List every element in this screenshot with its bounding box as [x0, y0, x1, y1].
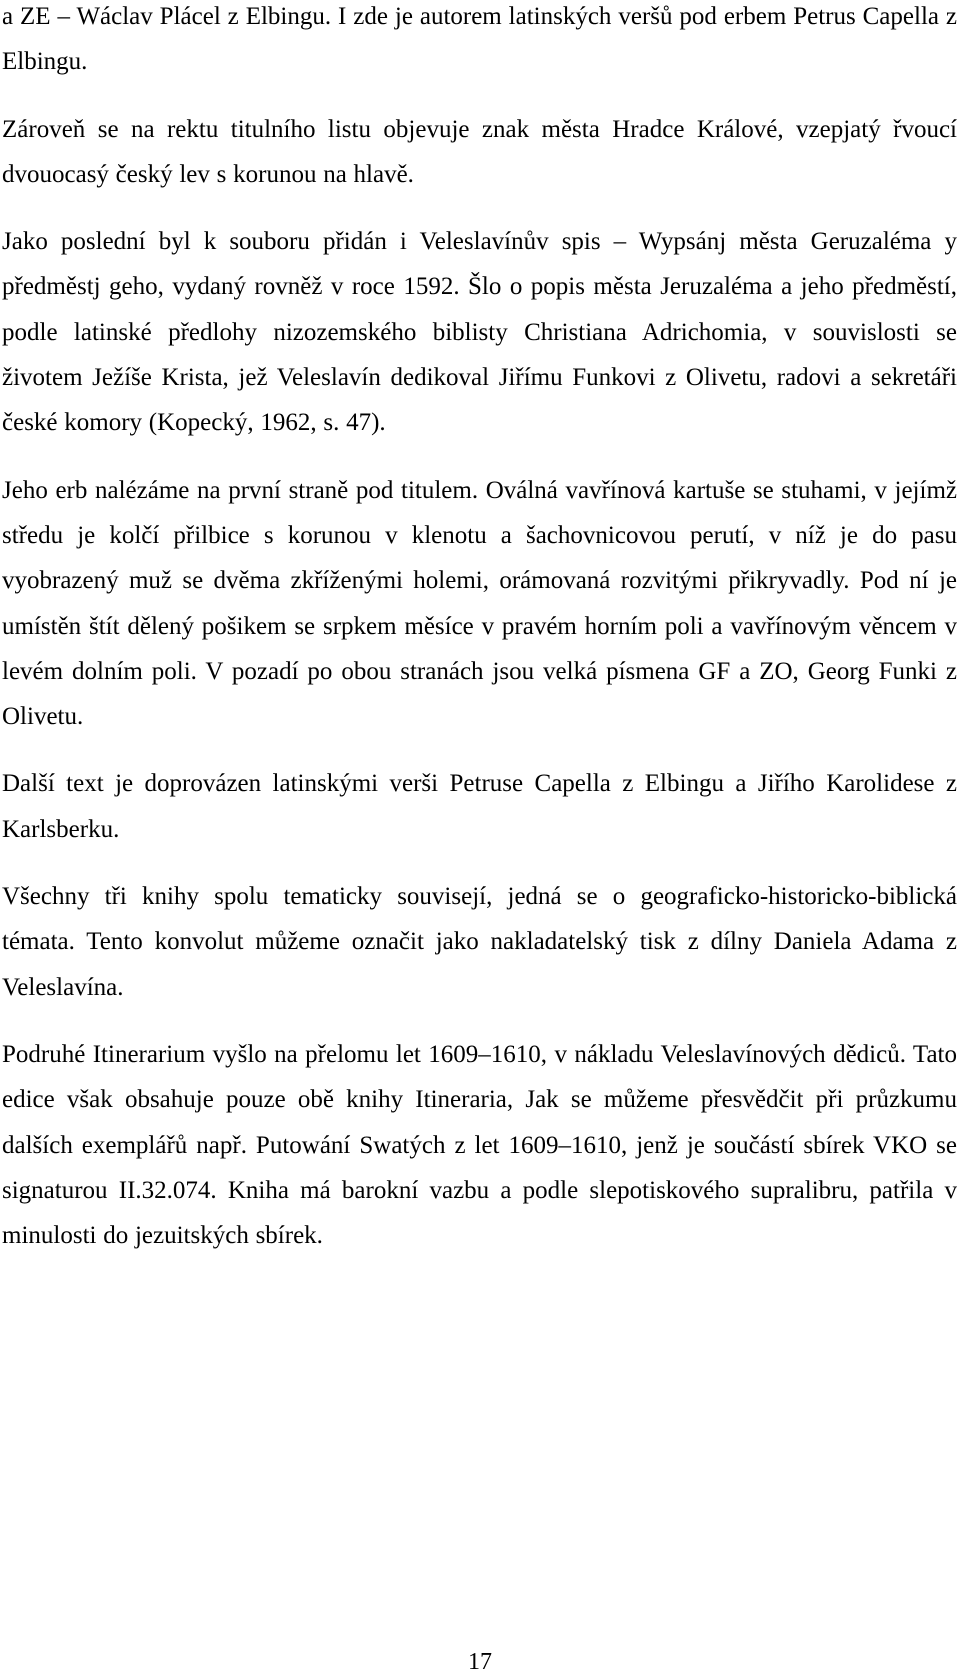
paragraph-1: a ZE – Wáclav Plácel z Elbingu. I zde je autorem latinských veršů pod erbem Petrus Capella z Elbingu.	[2, 3, 957, 76]
paragraph-5: Další text je doprovázen latinskými verši Petruse Capella z Elbingu a Jiřího Karolidese z Karlsberku.	[2, 770, 957, 843]
page-number: 17	[468, 1649, 492, 1675]
paragraph-4: Jeho erb nalézáme na první straně pod titulem. Oválná vavřínová kartuše se stuhami, v jejímž středu je kolčí přilbice s korunou v klenotu a šachovnicovou perutí, v níž je do pasu vyobrazený muž se dvěma zkříženými holemi, orámovaná rozvitými přikryvadly. Pod ní je umístěn štít dělený pošikem se srpkem měsíce v pravém horním poli a vavřínovým věncem v levém dolním poli. V pozadí po obou stranách jsou velká písmena GF a ZO, Georg Funki z Olivetu.	[2, 476, 957, 731]
paragraph-7: Podruhé Itinerarium vyšlo na přelomu let 1609–1610, v nákladu Veleslavínových dědiců. Tato edice však obsahuje pouze obě knihy Itineraria, Jak se můžeme přesvědčit při průzkumu dalších exemplářů např. Putowání Swatých z let 1609–1610, jenž je součástí sbírek VKO se signaturou II.32.074. Kniha má barokní vazbu a podle slepotiskového supralibru, patřila v minulosti do jezuitských sbírek.	[2, 1040, 957, 1250]
body-text	[2, 0, 957, 1280]
paragraph-3: Jako poslední byl k souboru přidán i Veleslavínův spis – Wypsánj města Geruzaléma y předměstj geho, vydaný rovněž v roce 1592. Šlo o popis města Jeruzaléma a jeho předměstí, podle latinské předlohy nizozemského biblisty Christiana Adrichomia, v souvislosti se životem Ježíše Krista, jež Veleslavín dedikoval Jiřímu Funkovi z Olivetu, radovi a sekretáři české komory (Kopecký, 1962, s. 47).	[2, 228, 957, 437]
paragraph-6: Všechny tři knihy spolu tematicky souvisejí, jedná se o geograficko-historicko-biblická témata. Tento konvolut můžeme označit jako nakladatelský tisk z dílny Daniela Adama z Veleslavína.	[2, 883, 957, 1001]
paragraph-2: Zároveň se na rektu titulního listu objevuje znak města Hradce Králové, vzepjatý řvoucí dvouocasý český lev s korunou na hlavě.	[2, 115, 957, 188]
